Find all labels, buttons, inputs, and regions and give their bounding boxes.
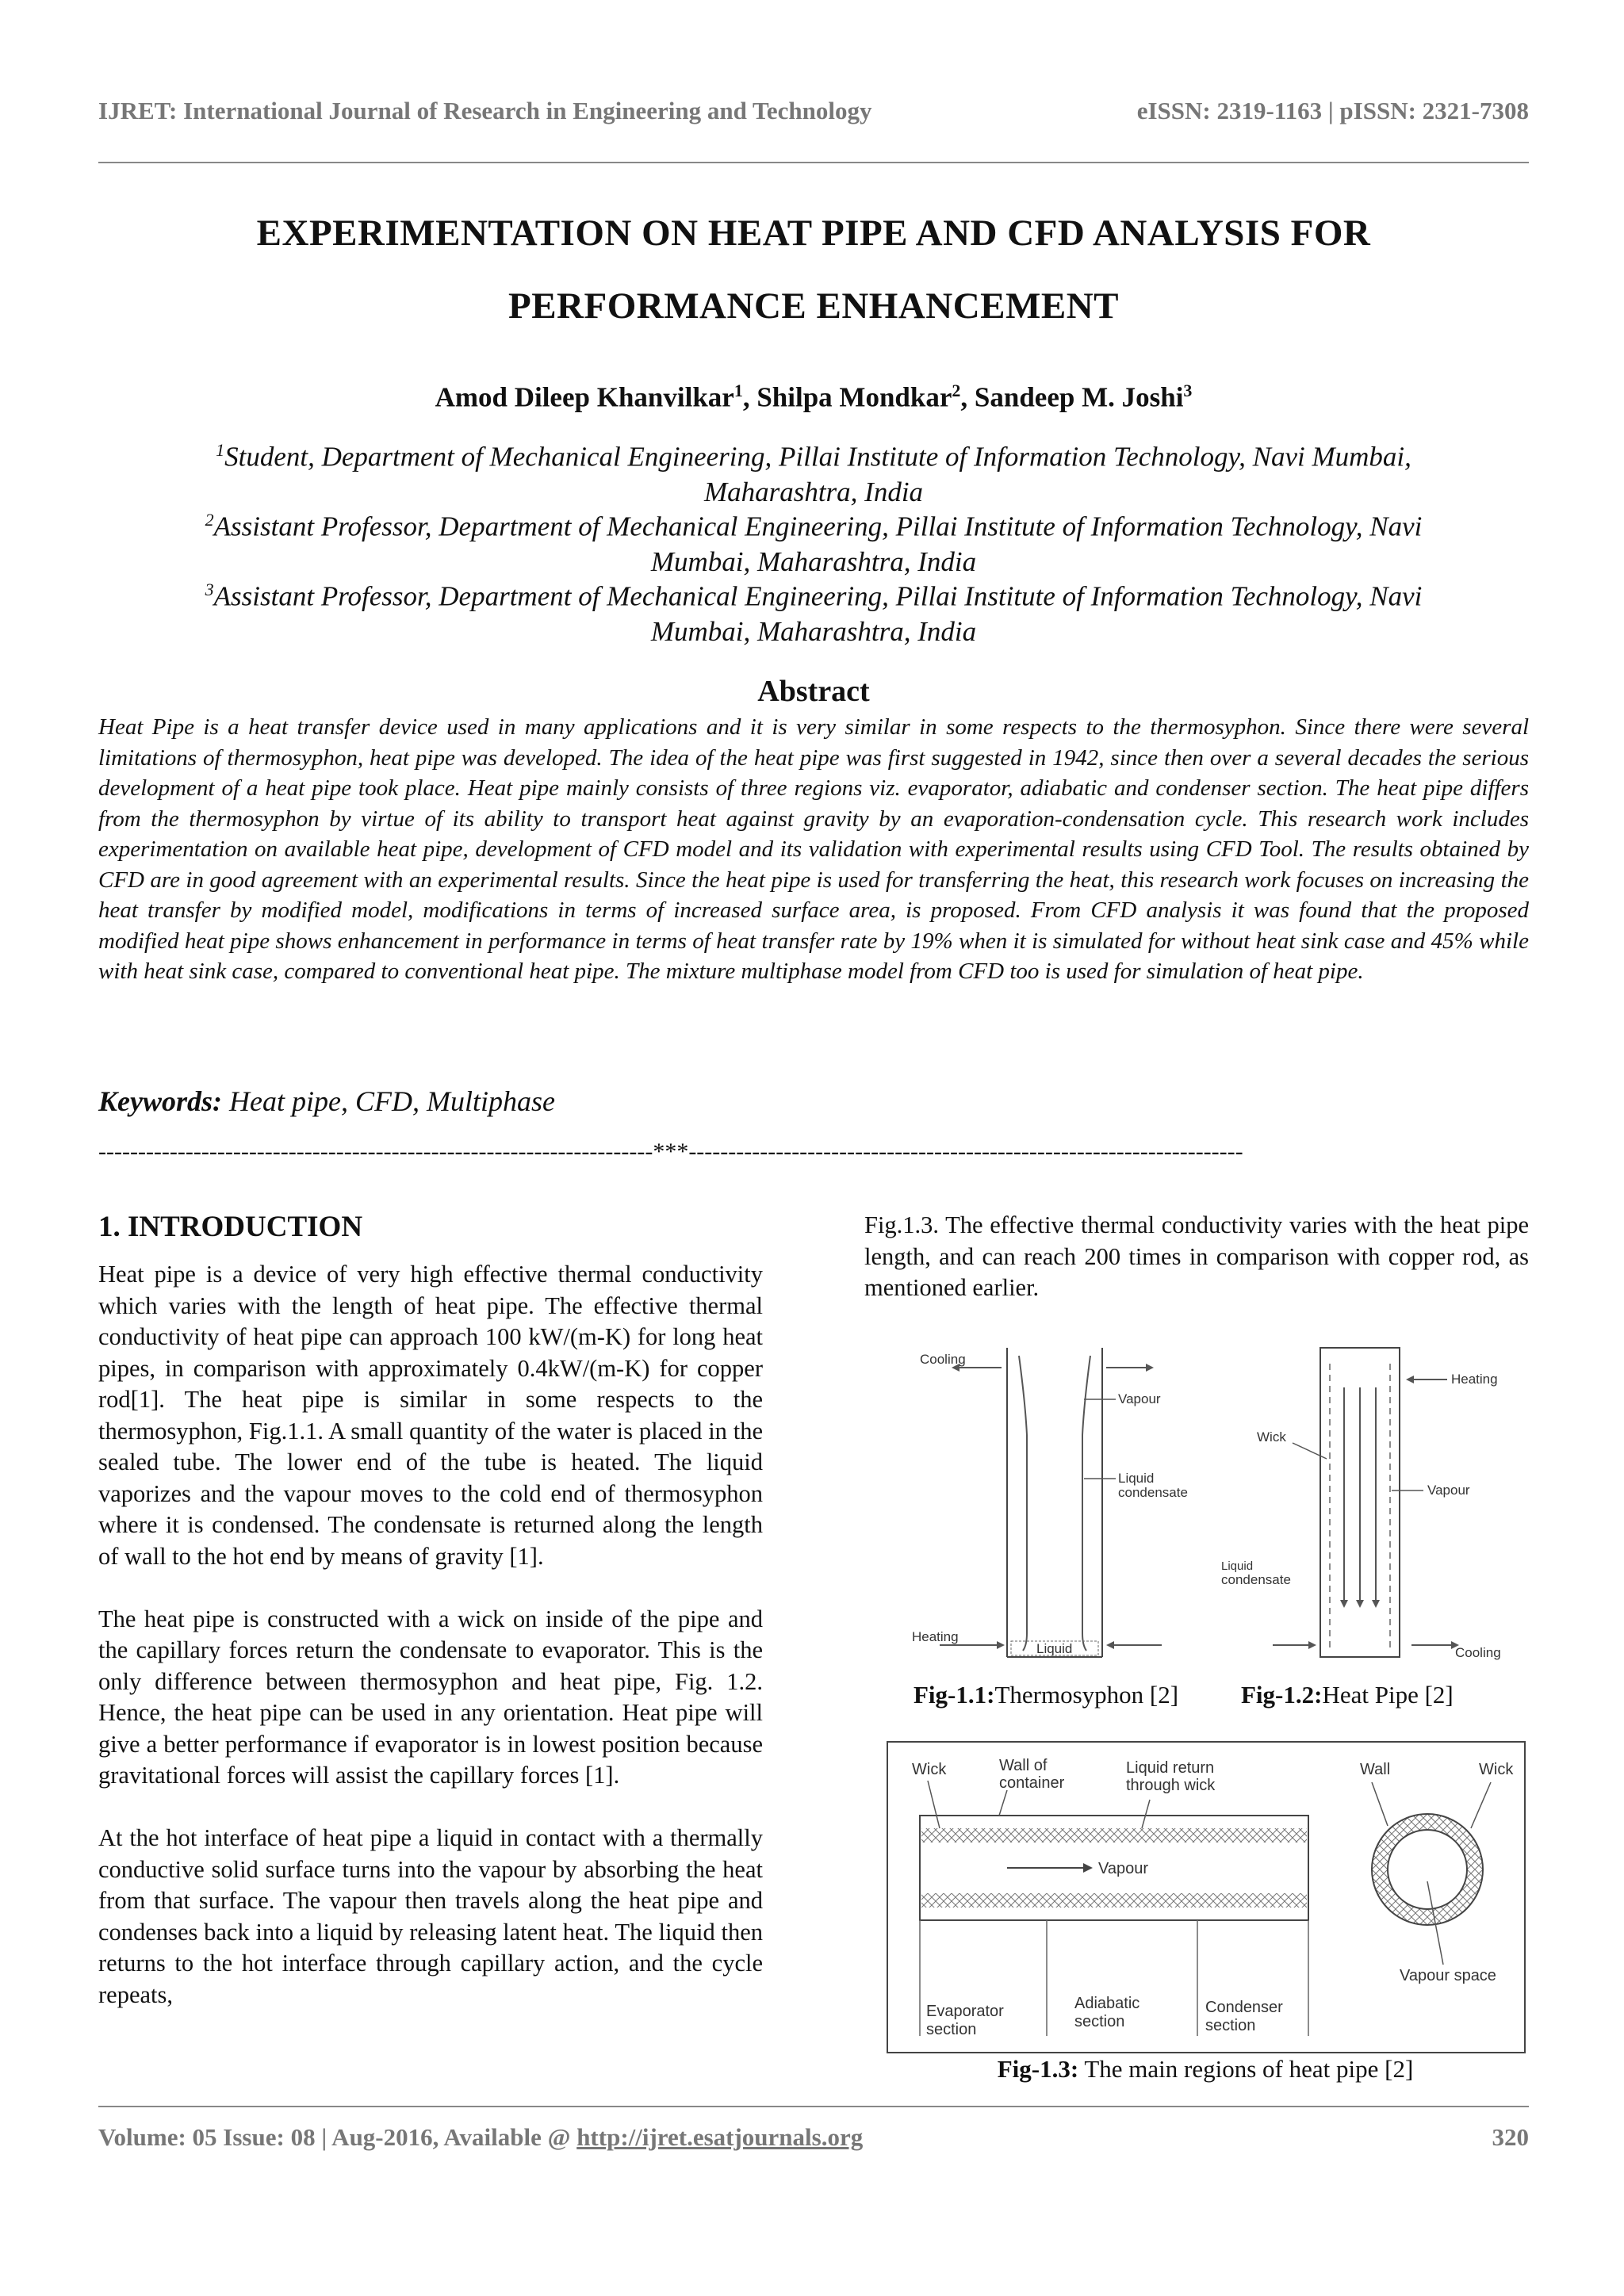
author-sup: 3 — [1183, 381, 1193, 400]
author-sup: 2 — [952, 381, 961, 400]
fig-label: Vapour — [1118, 1391, 1161, 1406]
fig-label: section — [1074, 2013, 1125, 2030]
author-sep: , — [960, 381, 975, 413]
fig-label: through wick — [1126, 1777, 1216, 1794]
footer-volume — [98, 2123, 863, 2152]
fig13-caption — [888, 2055, 1522, 2084]
fig-label: Condenser — [1205, 1999, 1283, 2016]
fig-label: condensate — [1118, 1485, 1188, 1500]
keywords-label: Keywords: — [98, 1085, 222, 1117]
section-divider: ----------------------------------------------------------------------***---------------------------------------------------------------------- — [98, 1138, 1243, 1165]
fig-label: Wick — [912, 1761, 947, 1778]
right-column-text: Fig.1.3. The effective thermal conductivity varies with the heat pipe length, and can reach 200 times in comparison with copper rod, as mentioned earlier. — [864, 1211, 1529, 1301]
author-sep: , — [742, 381, 757, 413]
heat-pipe-figure — [1217, 1340, 1519, 1665]
fig-label: Vapour space — [1400, 1967, 1496, 1984]
fig-label: section — [926, 2021, 977, 2038]
fig-label: Cooling — [1455, 1645, 1501, 1660]
affil-line: Assistant Professor, Department of Mechanical Engineering, Pillai Institute of Information Technology, Navi — [213, 511, 1423, 542]
author-name: Amod Dileep Khanvilkar — [435, 381, 734, 413]
author-sup: 1 — [733, 381, 743, 400]
affil-sup: 3 — [205, 580, 214, 599]
author-name: Shilpa Mondkar — [756, 381, 952, 413]
fig-label: Wall of — [999, 1757, 1048, 1774]
paper-title — [98, 197, 1529, 342]
fig-label: container — [999, 1774, 1065, 1792]
fig-label: Liquid — [1221, 1559, 1254, 1573]
issn: eISSN: 2319-1163 | pISSN: 2321-7308 — [1136, 97, 1529, 124]
left-column — [98, 1259, 763, 2042]
fig-label: Liquid — [1118, 1471, 1155, 1486]
affil-sup: 1 — [216, 440, 225, 460]
affil-line: Mumbai, Maharashtra, India — [650, 615, 977, 647]
affil-line: Assistant Professor, Department of Mechanical Engineering, Pillai Institute of Information Technology, Navi — [213, 580, 1423, 612]
affil-sup: 2 — [205, 510, 214, 530]
journal-link[interactable]: http://ijret.esatjournals.org — [576, 2123, 864, 2151]
fig-label: Wall — [1360, 1761, 1391, 1778]
fig-label: Wick — [1479, 1761, 1514, 1778]
fig-label: Evaporator — [926, 2003, 1004, 2020]
keywords — [98, 1085, 555, 1118]
fig11-caption — [914, 1681, 1178, 1709]
abstract-heading: Abstract — [757, 675, 870, 708]
title-line-1: EXPERIMENTATION ON HEAT PIPE AND CFD ANALYSIS FOR — [256, 212, 1371, 254]
fig-label: section — [1205, 2017, 1256, 2034]
keywords-text: Heat pipe, CFD, Multiphase — [222, 1085, 555, 1117]
fig12-caption — [1241, 1681, 1454, 1709]
authors — [98, 381, 1529, 414]
caption-label: Fig-1.2: — [1241, 1681, 1323, 1709]
paragraph: At the hot interface of heat pipe a liquid in contact with a thermally conductive solid surface turns into the vapour by absorbing the heat from that surface. The vapour then travels along the heat pipe and condenses back into a liquid by releasing latent heat. The liquid then returns to the hot interface through capillary action, and the cycle repeats, — [98, 1824, 763, 2008]
paragraph: Heat pipe is a device of very high effective thermal conductivity which varies with the length of heat pipe. The effective thermal conductivity of heat pipe can approach 100 kW/(m-K) for long heat pipes, in comparison with approximately 0.4kW/(m-K) for copper rod[1]. The heat pipe is similar in some respects to the thermosyphon, Fig.1.1. A small quantity of the water is placed in the sealed tube. The lower end of the tube is heated. The liquid vaporizes and the vapour moves to the cold end of thermosyphon where it is condensed. The condensate is returned along the length of wall to the hot end by means of gravity [1]. — [98, 1261, 763, 1570]
header-rule — [98, 162, 1529, 163]
journal-name: IJRET: International Journal of Research in Engineering and Technology — [98, 97, 872, 124]
author-name: Sandeep M. Joshi — [974, 381, 1184, 413]
footer-rule — [98, 2106, 1529, 2107]
caption-text: Thermosyphon [2] — [994, 1681, 1179, 1709]
fig-label: Cooling — [920, 1352, 966, 1367]
fig-label: Wick — [1257, 1429, 1286, 1445]
caption-text: The main regions of heat pipe [2] — [1078, 2055, 1414, 2083]
heat-pipe-regions-figure — [887, 1741, 1526, 2053]
fig-label: Vapour — [1098, 1860, 1149, 1877]
section-heading: 1. INTRODUCTION — [98, 1211, 363, 1243]
affiliation-1 — [98, 433, 1529, 510]
paragraph: The heat pipe is constructed with a wick on inside of the pipe and the capillary forces return the condensate to evaporator. This is the only difference between thermosyphon and heat pipe, Fig. 1.2. Hence, the heat pipe can be used in any orientation. Heat pipe will give a better performance if evaporator is in lowest position because gravitational forces will assist the capillary forces [1]. — [98, 1605, 763, 1789]
fig-label: condensate — [1221, 1572, 1291, 1587]
thermosyphon-figure — [908, 1340, 1193, 1665]
affil-line: Maharashtra, India — [703, 476, 924, 507]
title-line-2: PERFORMANCE ENHANCEMENT — [508, 285, 1120, 327]
affil-line: Student, Department of Mechanical Engineering, Pillai Institute of Information Technology, Navi Mumbai, — [224, 441, 1411, 473]
fig-label: Heating — [1451, 1372, 1498, 1387]
caption-text: Heat Pipe [2] — [1322, 1681, 1454, 1709]
affiliation-2 — [98, 503, 1529, 580]
abstract-text: Heat Pipe is a heat transfer device used in many applications and it is very similar in some respects to the thermosyphon. Since there were several limitations of thermosyphon, heat pipe was developed. The idea of the heat pipe was first suggested in 1942, since then over a several decades the serious development of a heat pipe took place. Heat pipe mainly consists of three regions viz. evaporator, adiabatic and condenser section. The heat pipe differs from the thermosyphon by virtue of its ability to transport heat against gravity by an evaporation-condensation cycle. This research work includes experimentation on available heat pipe, development of CFD model and its validation with experimental results using CFD Tool. The results obtained by CFD are in good agreement with an experimental results. Since the heat pipe is used for transferring the heat, this research work focuses on increasing the heat transfer by modified model, modifications in terms of increased surface area, is proposed. From CFD analysis it was found that the proposed modified heat pipe shows enhancement in performance in terms of heat transfer rate by 19% when it is simulated for without heat sink case and 45% while with heat sink case, compared to conventional heat pipe. The mixture multiphase model from CFD too is used for simulation of heat pipe. — [98, 714, 1529, 984]
page-number: 320 — [1492, 2123, 1529, 2151]
affil-line: Mumbai, Maharashtra, India — [650, 545, 977, 577]
footer-prefix: Volume: 05 Issue: 08 | Aug-2016, Available @ — [98, 2123, 577, 2151]
fig-label: Liquid return — [1126, 1759, 1215, 1777]
fig-label: Vapour — [1427, 1483, 1470, 1498]
fig-label: Liquid — [1036, 1641, 1073, 1656]
caption-label: Fig-1.1: — [914, 1681, 995, 1709]
affiliation-3 — [98, 572, 1529, 649]
caption-label: Fig-1.3: — [997, 2055, 1079, 2083]
fig-label: Adiabatic — [1074, 1995, 1140, 2012]
fig-label: Heating — [912, 1629, 959, 1644]
